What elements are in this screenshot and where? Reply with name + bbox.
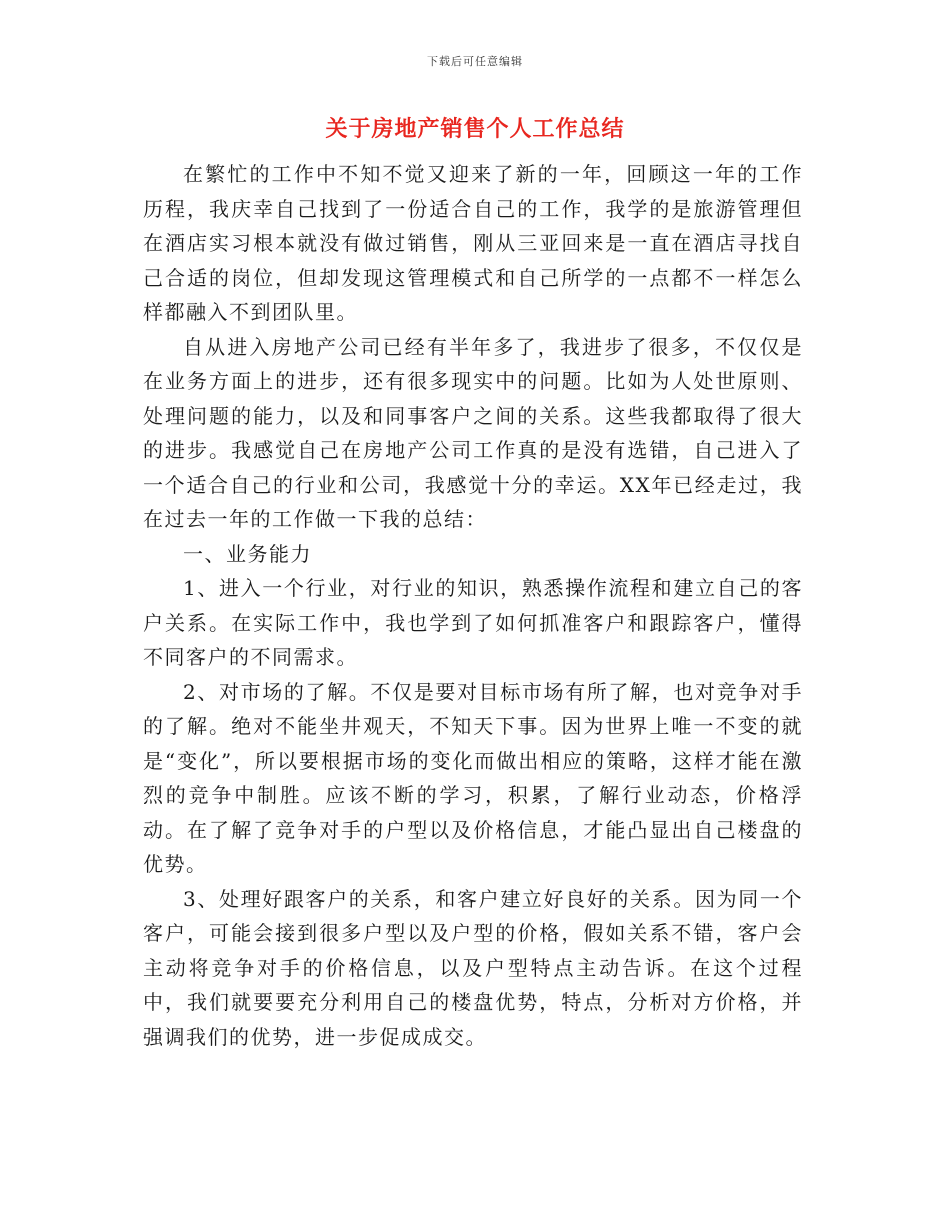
section-heading-business-ability: 一、业务能力: [183, 541, 312, 566]
document-body: [143, 157, 803, 1054]
paragraph-point-2: 2、对市场的了解。不仅是要对目标市场有所了解，也对竞争对手的了解。绝对不能坐井观天，不知天下事。因为世界上唯一不变的就是“变化”，所以要根据市场的变化而做出相应的策略，这样才能在激烈的竞争中制胜。应该不断的学习，积累，了解行业动态，价格浮动。在了解了竞争对手的户型以及价格信息，才能凸显出自己楼盘的优势。: [143, 679, 803, 876]
paragraph-1: 在繁忙的工作中不知不觉又迎来了新的一年，回顾这一年的工作历程，我庆幸自己找到了一份适合自己的工作，我学的是旅游管理但在酒店实习根本就没有做过销售，刚从三亚回来是一直在酒店寻找自己合适的岗位，但却发现这管理模式和自己所学的一点都不一样怎么样都融入不到团队里。: [143, 162, 803, 324]
paragraph-2: 自从进入房地产公司已经有半年多了，我进步了很多，不仅仅是在业务方面上的进步，还有很多现实中的问题。比如为人处世原则、处理问题的能力，以及和同事客户之间的关系。这些我都取得了很大的进步。我感觉自己在房地产公司工作真的是没有选错，自己进入了一个适合自己的行业和公司，我感觉十分的幸运。XX年已经走过，我在过去一年的工作做一下我的总结：: [143, 334, 803, 531]
header-note: 下载后可任意编辑: [427, 55, 523, 68]
paragraph-point-3: 3、处理好跟客户的关系，和客户建立好良好的关系。因为同一个客户，可能会接到很多户型以及户型的价格，假如关系不错，客户会主动将竞争对手的价格信息，以及户型特点主动告诉。在这个过程中，我们就要要充分利用自己的楼盘优势，特点，分析对方价格，并强调我们的优势，进一步促成成交。: [143, 886, 803, 1049]
paragraph-point-1: 1、进入一个行业，对行业的知识，熟悉操作流程和建立自己的客户关系。在实际工作中，我也学到了如何抓准客户和跟踪客户，懂得不同客户的不同需求。: [143, 576, 803, 669]
document-title: 关于房地产销售个人工作总结: [325, 116, 625, 142]
